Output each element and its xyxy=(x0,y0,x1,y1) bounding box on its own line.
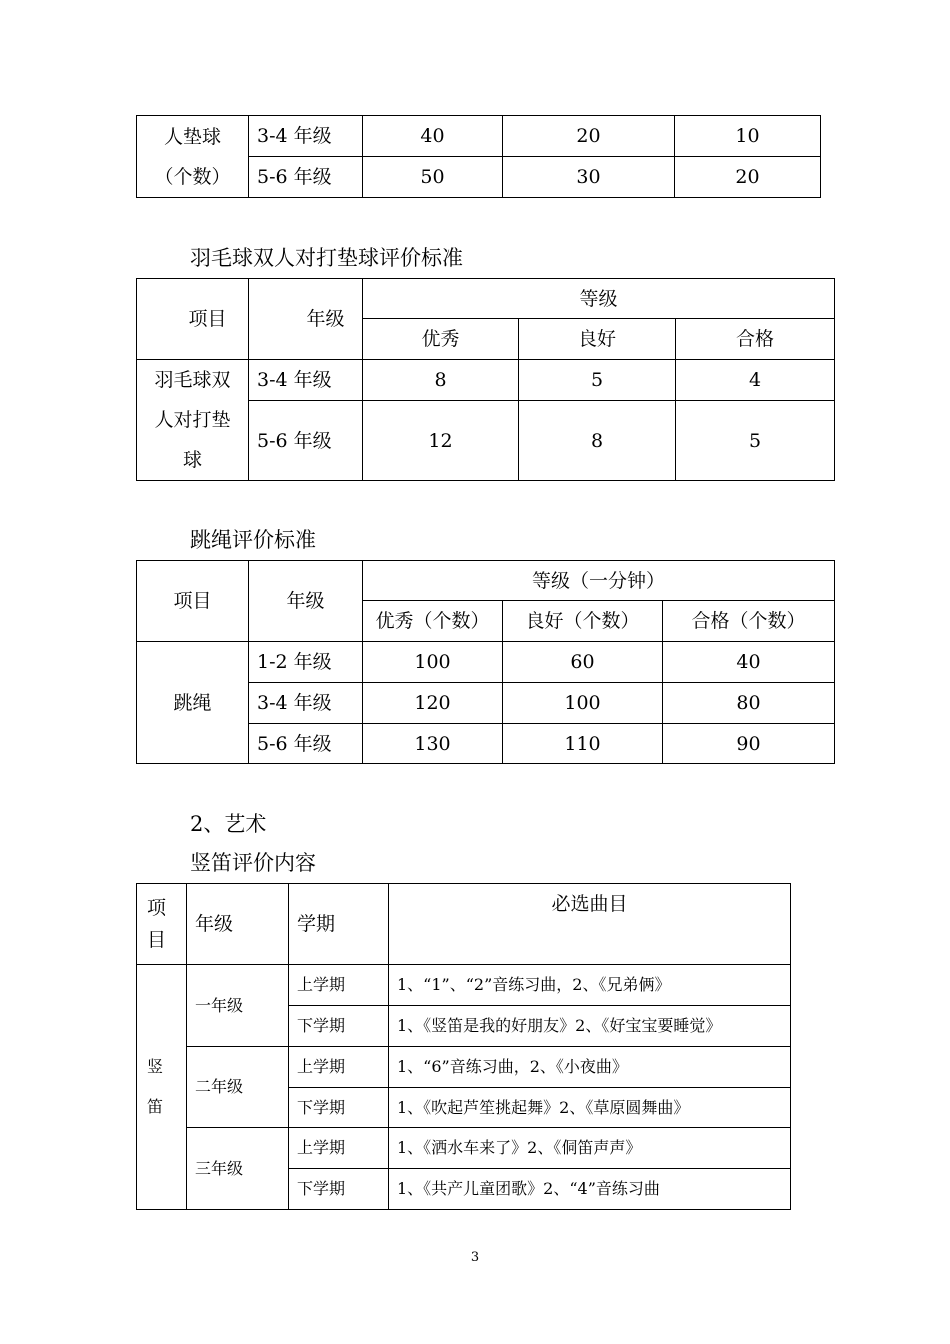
good-cell: 110 xyxy=(503,724,663,764)
header-item: 项目 xyxy=(137,561,249,642)
grade-cell: 5-6 年级 xyxy=(249,157,363,198)
table-jump-rope xyxy=(136,560,835,764)
item-cell: 跳绳 xyxy=(137,642,249,764)
page-number: 3 xyxy=(470,1250,480,1265)
grade-cell: 二年级 xyxy=(187,1047,289,1128)
term-cell: 上学期 xyxy=(289,1128,389,1169)
grade-cell: 3-4 年级 xyxy=(249,360,363,401)
songs-cell: 1、“6”音练习曲，2、《小夜曲》 xyxy=(389,1047,791,1088)
table-row xyxy=(137,360,835,401)
table-title: 羽毛球双人对打垫球评价标准 xyxy=(190,246,463,270)
section-heading: 2、艺术 xyxy=(190,812,267,836)
good-cell: 20 xyxy=(503,116,675,157)
good-cell: 100 xyxy=(503,683,663,724)
table-badminton xyxy=(136,278,835,481)
songs-cell: 1、《吹起芦笙挑起舞》2、《草原圆舞曲》 xyxy=(389,1088,791,1128)
grade-cell: 3-4 年级 xyxy=(249,116,363,157)
table-row xyxy=(137,965,791,1006)
excellent-cell: 12 xyxy=(363,401,519,481)
grade-cell: 3-4 年级 xyxy=(249,683,363,724)
header-grade: 年级 xyxy=(249,279,363,360)
grade-cell: 1-2 年级 xyxy=(249,642,363,683)
term-cell: 上学期 xyxy=(289,1047,389,1088)
songs-cell: 1、《竖笛是我的好朋友》2、《好宝宝要睡觉》 xyxy=(389,1006,791,1047)
pass-cell: 10 xyxy=(675,116,821,157)
table-row xyxy=(137,1128,791,1169)
pass-cell: 90 xyxy=(663,724,835,764)
excellent-cell: 8 xyxy=(363,360,519,401)
term-cell: 下学期 xyxy=(289,1169,389,1210)
good-cell: 60 xyxy=(503,642,663,683)
pass-cell: 20 xyxy=(675,157,821,198)
header-term: 学期 xyxy=(289,884,389,965)
excellent-cell: 50 xyxy=(363,157,503,198)
table-recorder xyxy=(136,883,791,1210)
grade-cell: 一年级 xyxy=(187,965,289,1047)
header-excellent: 优秀（个数） xyxy=(363,601,503,642)
table-row xyxy=(137,642,835,683)
pass-cell: 4 xyxy=(676,360,835,401)
excellent-cell: 130 xyxy=(363,724,503,764)
pass-cell: 80 xyxy=(663,683,835,724)
grade-cell: 三年级 xyxy=(187,1128,289,1210)
header-pass: 合格 xyxy=(676,319,835,360)
songs-cell: 1、《共产儿童团歌》2、“4”音练习曲 xyxy=(389,1169,791,1210)
header-songs: 必选曲目 xyxy=(389,884,791,965)
item-cell: 人垫球 （个数） xyxy=(137,116,249,198)
header-level: 等级（一分钟） xyxy=(363,561,835,601)
grade-cell: 5-6 年级 xyxy=(249,724,363,764)
term-cell: 上学期 xyxy=(289,965,389,1006)
header-grade: 年级 xyxy=(249,561,363,642)
header-item: 项目 xyxy=(137,279,249,360)
pass-cell: 40 xyxy=(663,642,835,683)
header-item: 项 目 xyxy=(137,884,187,965)
table-title: 竖笛评价内容 xyxy=(190,851,316,875)
table-volleyball-continued xyxy=(136,115,821,198)
excellent-cell: 40 xyxy=(363,116,503,157)
term-cell: 下学期 xyxy=(289,1088,389,1128)
term-cell: 下学期 xyxy=(289,1006,389,1047)
good-cell: 8 xyxy=(519,401,676,481)
header-pass: 合格（个数） xyxy=(663,601,835,642)
good-cell: 30 xyxy=(503,157,675,198)
excellent-cell: 100 xyxy=(363,642,503,683)
good-cell: 5 xyxy=(519,360,676,401)
excellent-cell: 120 xyxy=(363,683,503,724)
header-grade: 年级 xyxy=(187,884,289,965)
header-good: 良好 xyxy=(519,319,676,360)
table-title: 跳绳评价标准 xyxy=(190,528,316,552)
songs-cell: 1、《洒水车来了》2、《侗笛声声》 xyxy=(389,1128,791,1169)
table-row xyxy=(137,1047,791,1088)
item-cell: 羽毛球双 人对打垫 球 xyxy=(137,360,249,481)
grade-cell: 5-6 年级 xyxy=(249,401,363,481)
header-good: 良好（个数） xyxy=(503,601,663,642)
pass-cell: 5 xyxy=(676,401,835,481)
header-level: 等级 xyxy=(363,279,835,319)
header-excellent: 优秀 xyxy=(363,319,519,360)
songs-cell: 1、“1”、“2”音练习曲，2、《兄弟俩》 xyxy=(389,965,791,1006)
table-row xyxy=(137,116,821,157)
item-cell: 竖 笛 xyxy=(137,965,187,1210)
